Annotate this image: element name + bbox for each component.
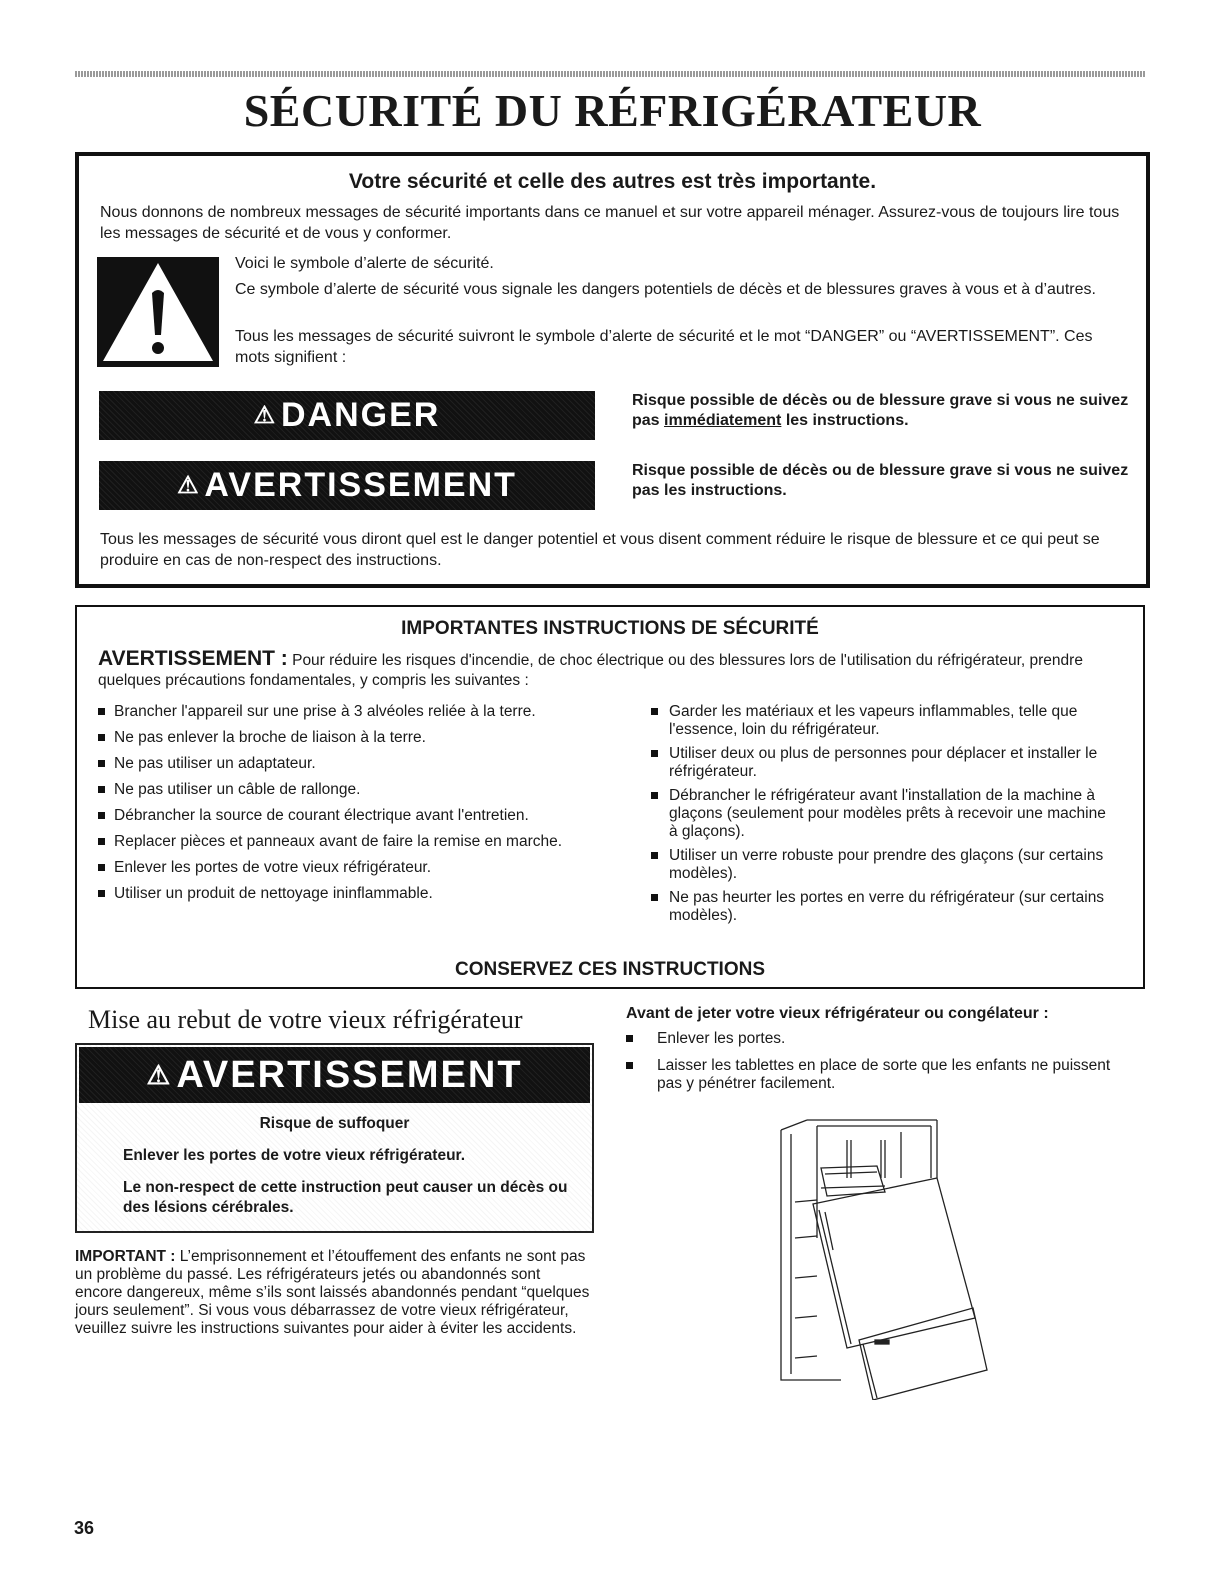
list-item: Enlever les portes. [626,1030,1126,1048]
safety-alert-icon [97,257,219,367]
disposal-warning-box [75,1043,594,1233]
bullet-icon [651,708,658,715]
disposal-warning-label: AVERTISSEMENT [176,1053,523,1096]
list-item: Ne pas heurter les portes en verre du réfrigérateur (sur certains modèles). [647,889,1117,925]
bullet-icon [651,894,658,901]
page-number: 36 [74,1518,95,1538]
danger-emphasis: immédiatement [664,412,782,429]
warning-triangle-icon: ⚠ [253,402,277,429]
list-item: Utiliser un produit de nettoyage ininflammable. [98,885,638,903]
bullet-icon [98,812,105,819]
hazard-title: Risque de suffoquer [259,1115,410,1132]
symbol-line-2: Ce symbole d’alerte de sécurité vous signale les dangers potentiels de décès et de blessures graves à vous et à d’autres. [235,281,1096,298]
bullet-icon [98,734,105,741]
instructions-warning: AVERTISSEMENT : Pour réduire les risques d'incendie, de choc électrique ou des blessures lors de l'utilisation du réfrigérateur, prendre quelques précautions fondamentales, y compris les suivantes : [98,647,1083,689]
bullet-icon [626,1062,633,1069]
warning-triangle-icon: ⚠ [146,1059,173,1090]
bullet-icon [626,1035,633,1042]
page-title: SÉCURITÉ DU RÉFRIGÉRATEUR [243,85,982,136]
before-disposal-list [626,1030,1126,1102]
list-item: Replacer pièces et panneaux avant de faire la remise en marche. [98,833,638,851]
instructions-box [75,605,1145,989]
important-note: IMPORTANT : L’emprisonnement et l’étouffement des enfants ne sont pas un problème du passé. Les réfrigérateurs jetés ou abandonnés sont encore dangereux, même s’ils sont laissés abandonnés pendant “quelques jours seulement”. Si vous vous débarrassez de votre vieux réfrigérateur, veuillez suivre les instructions suivantes pour aider à éviter les accidents. [75,1248,590,1337]
warning-word: AVERTISSEMENT : [98,647,288,670]
right-instruction-list [647,703,1117,931]
safety-intro: Nous donnons de nombreux messages de sécurité importants dans ce manuel et sur votre appareil ménager. Assurez-vous de toujours lire tous les messages de sécurité et de vous y conformer. [100,204,1120,242]
top-rule [75,71,1145,77]
list-item: Enlever les portes de votre vieux réfrigérateur. [98,859,638,877]
warning-triangle-icon: ⚠ [177,472,201,499]
safety-footer: Tous les messages de sécurité vous diront quel est le danger potentiel et vous disent comment réduire le risque de blessure et ce qui peut se produire en cas de non-respect des instructions. [100,531,1100,569]
before-disposal-title: Avant de jeter votre vieux réfrigérateur ou congélateur : [626,1005,1049,1022]
danger-banner [99,391,595,440]
danger-description: Risque possible de décès ou de blessure grave si vous ne suivez pas immédiatement les instructions. [632,392,1129,429]
bullet-icon [98,864,105,871]
list-item: Brancher l'appareil sur une prise à 3 alvéoles reliée à la terre. [98,703,638,721]
bullet-icon [98,786,105,793]
list-item: Ne pas utiliser un câble de rallonge. [98,781,638,799]
disposal-warning-banner [79,1047,590,1103]
bullet-icon [651,852,658,859]
list-item: Utiliser un verre robuste pour prendre des glaçons (sur certains modèles). [647,847,1117,883]
hazard-line-1: Enlever les portes de votre vieux réfrigérateur. [123,1147,466,1164]
instructions-title: IMPORTANTES INSTRUCTIONS DE SÉCURITÉ [401,618,819,639]
list-item: Garder les matériaux et les vapeurs inflammables, telle que l'essence, loin du réfrigérateur. [647,703,1117,739]
left-instruction-list [98,703,638,911]
bullet-icon [98,838,105,845]
hazard-line-2: Le non-respect de cette instruction peut causer un décès ou des lésions cérébrales. [123,1179,568,1216]
list-item: Utiliser deux ou plus de personnes pour déplacer et installer le réfrigérateur. [647,745,1117,781]
refrigerator-doors-removed-illustration [777,1118,1007,1400]
symbol-line-1: Voici le symbole d’alerte de sécurité. [235,255,494,272]
bullet-icon [98,760,105,767]
list-item: Débrancher la source de courant électrique avant l'entretien. [98,807,638,825]
bullet-icon [651,750,658,757]
list-item: Ne pas enlever la broche de liaison à la terre. [98,729,638,747]
important-label: IMPORTANT : [75,1248,176,1265]
list-item: Débrancher le réfrigérateur avant l'installation de la machine à glaçons (seulement pour modèles prêts à recevoir une machine à glaçons). [647,787,1117,841]
list-item: Laisser les tablettes en place de sorte que les enfants ne puissent pas y pénétrer facilement. [626,1057,1126,1093]
disposal-title: Mise au rebut de votre vieux réfrigérateur [88,1005,523,1034]
danger-label: DANGER [281,396,441,434]
safety-heading: Votre sécurité et celle des autres est très importante. [348,170,877,193]
bullet-icon [98,708,105,715]
safety-box [75,152,1150,588]
list-item: Ne pas utiliser un adaptateur. [98,755,638,773]
warning-label: AVERTISSEMENT [204,466,517,504]
symbol-line-3: Tous les messages de sécurité suivront le symbole d’alerte de sécurité et le mot “DANGER” ou “AVERTISSEMENT”. Ces mots signifient : [235,328,1093,366]
warning-description: Risque possible de décès ou de blessure grave si vous ne suivez pas les instructions. [632,462,1129,499]
keep-instructions: CONSERVEZ CES INSTRUCTIONS [454,959,766,980]
bullet-icon [651,792,658,799]
warning-banner [99,461,595,510]
bullet-icon [98,890,105,897]
